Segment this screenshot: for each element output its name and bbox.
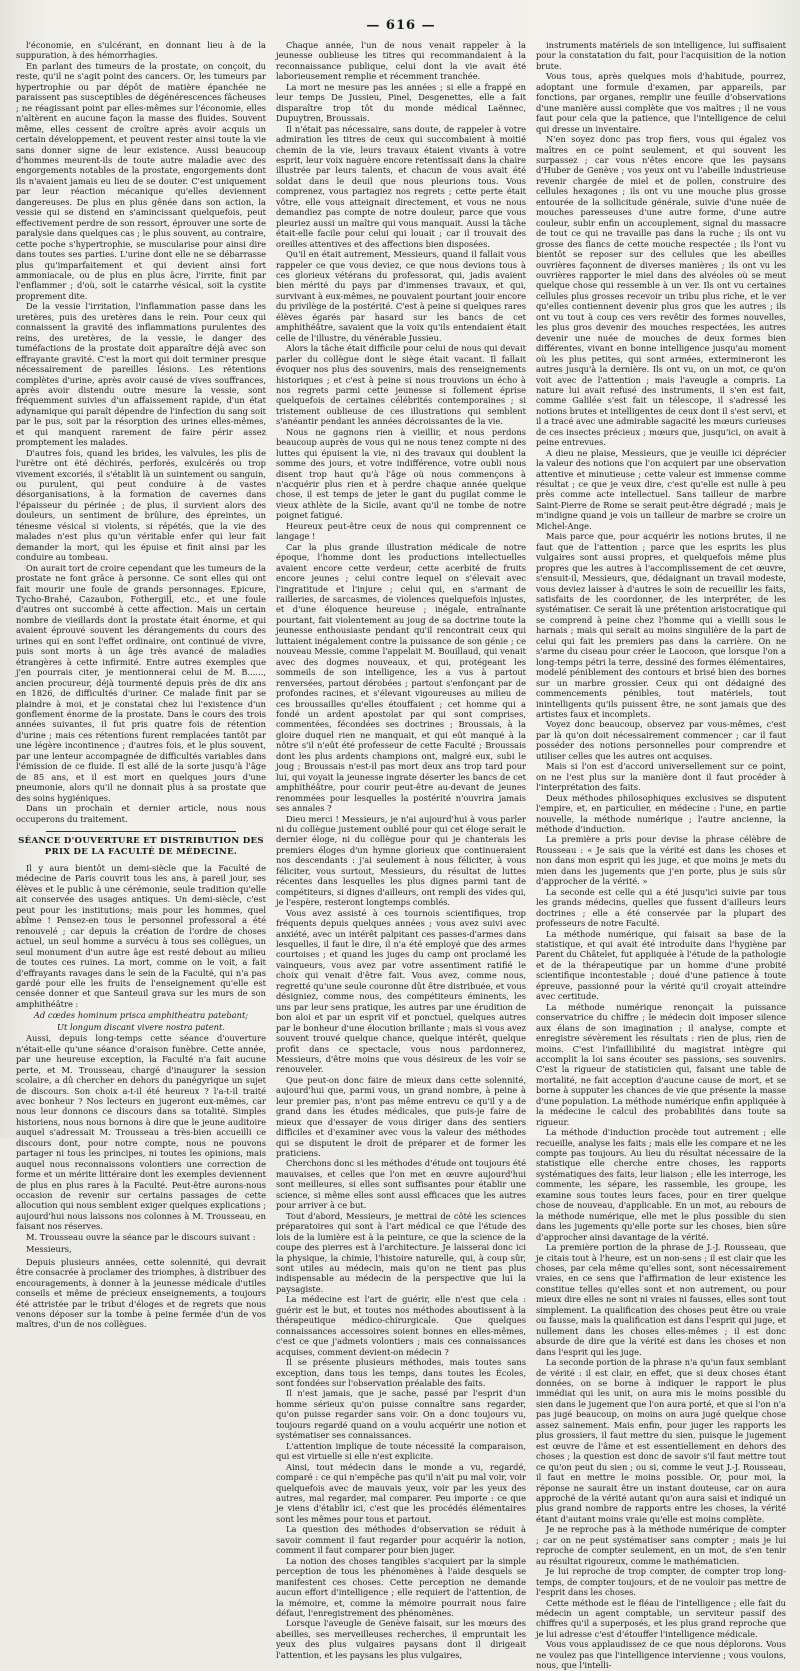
paragraph: l'économie, en s'ulcérant, en donnant lieu à de la suppuration, à des hémorrhagies.: [16, 40, 266, 61]
paragraph: Mais si l'on est d'accord universellement sur ce point, on ne l'est plus sur la manière dont il faut procéder à l'interprétation des faits.: [536, 761, 786, 793]
paragraph: On aurait tort de croire cependant que les tumeurs de la prostate ne font grâce à personne. Ce sont elles qui ont fait mourir une foule de grands personnages. Epicure, Tycho-Brahé, Cazaubon, Fothergill, etc., et une foule d'autres ont succombé à cette affection. Mais un certain nombre de vieillards dont la prostate était énorme, et qui avaient éprouvé souvent les dérangements du cours des urines qui en sont l'effet ordinaire, ont continué de vivre, puis sont morts à un âge très avancé de maladies étrangères à cette infirmité. Entre autres exemples que j'en pourrais citer, je mentionnerai celui de M. B......, ancien procureur, déjà tourmenté depuis près de dix ans en 1826, de difficultés d'uriner. Ce malade finit par se plaindre à moi, et je constatai chez lui l'existence d'un gonflement énorme de la prostate. Dans le cours des trois années suivantes, il fut pris quatre fois de rétention d'urine ; mais ces rétentions furent remplacées tantôt par une légère incontinence ; d'autres fois, et le plus souvent, par une lenteur accompagnée de difficultés variables dans l'émission de ce fluide. Il est allé de la sorte jusqu'à l'âge de 85 ans, et il est mort en quelques jours d'une pneumonie, alors qu'il ne donnait plus à sa prostate que des soins hygiéniques.: [16, 562, 266, 803]
paragraph: De la vessie l'irritation, l'inflammation passe dans les uretères, puis des uretères dans le rein. Pour ceux qui connaissent la gravité des inflammations purulentes des reins, des uretères, de la vessie, le danger des tuméfactions de la prostate doit apparaître déjà avec son effrayante gravité. C'est la mort qui doit terminer presque nécessairement de pareilles lésions. Les rétentions complètes d'urine, après avoir causé de vives souffrances, après avoir distendu outre mesure la vessie, sont fréquemment suivies d'un affaissement rapide, d'un état adynamique qui paraît dépendre de l'infection du sang soit par le pus, soit par la résorption des urines elles-mêmes, et qui manquent rarement de faire périr assez promptement les malades.: [16, 301, 266, 448]
paragraph: Depuis plusieurs années, cette solennité, qui devrait être consacrée à proclamer des triomphes, à distribuer des encouragements, à donner à la jeunesse médicale d'utiles conseils et même de précieux enseignements, a toujours été attristée par le tribut d'éloges et de regrets que nous venons déposer sur la tombe à peine fermée d'un de vos maîtres, d'un de nos collègues.: [16, 1256, 266, 1330]
section-body-3: [16, 1257, 266, 1330]
paragraph: Dans un prochain et dernier article, nous nous occuperons du traitement.: [16, 803, 266, 824]
paragraph: Cette méthode est le fléau de l'intelligence ; elle fait du médecin un agent comptable, un serviteur passif des chiffres qu'il a superposés, et les plus grand reproche que je lui adresse c'est d'étouffer l'intelligence médicale.: [536, 1597, 786, 1639]
paragraph: D'autres fois, quand les brides, les valvules, les plis de l'urètre ont été déchirés, perforés, exulcérés ou trop vivement excoriés, il s'établit là un suintement ou sanguin, ou purulent, qui peut conduire à de vastes désorganisations, à la formation de cavernes dans l'épaisseur du périnée ; de plus, il survient alors des douleurs, un sentiment de brûlure, des épreintes, un ténesme vésical si violents, si répétés, que la vie des malades n'est plus qu'un véritable enfer qui leur fait demander la mort, qui les épuise et finit ainsi par les conduire au tombeau.: [16, 447, 266, 563]
paragraph: A dieu ne plaise, Messieurs, que je veuille ici déprécier la valeur des notions que l'on acquiert par une observation attentive et minutieuse ; cette valeur est immense comme résultat ; ce que je veux dire, c'est qu'elle est nulle à peu près comme acte intellectuel. Sans tailleur de marbre Saint-Pierre de Rome se serait peut-être dégradé ; mais je m'indigne quand je vois un tailleur de marbre se croire un Michel-Ange.: [536, 447, 786, 531]
paragraph: La seconde portion de la phrase n'a qu'un faux semblant de vérité : il est clair, en effet, que si deux choses étant données, on se borne à indiquer le rapport le plus immédiat qui les unit, on aura mis le moins possible du sien dans le jugement que l'on aura porté, et que si l'on n'a pas jugé beaucoup, on moins on aura jugé quelque chose assez sainement. Mais enfin, pour juger les rapports les plus grossiers, il faut mettre du sien, puisque le jugement est œuvre de l'âme et est essentiellement en dehors des choses ; la question est donc de savoir s'il faut mettre tout ce qu'on peut du sien ; ou si, comme le veut J.-J. Rousseau, il faut en mettre le moins possible. Or, pour moi, la réponse ne saurait être un instant douteuse, car on aura approché de la vérité autant qu'on aura saisi et indiqué un plus grand nombre de rapports entre les choses, la vérité étant d'autant moins vraie qu'elle est moins complète.: [536, 1357, 786, 1524]
paragraph: Alors la tâche était difficile pour celui de nous qui devait parler du collègue dont le siège était vacant. Il fallait évoquer nos plus des souvenirs, mais des renseignements historiques ; et c'est à peine si nous trouvions un écho à nos regrets parmi cette jeunesse si follement éprise quelquefois de certaines célébrités contemporaines ; si tristement oublieuse de ces illustrations qui semblent s'anéantir pendant les années décroissantes de la vie.: [276, 343, 526, 427]
paragraph: La méthode d'induction procède tout autrement ; elle recueille, analyse les faits ; mais elle les compare et ne les compte pas toujours. Au lieu du résultat nécessaire de la statistique elle cherche entre choses, les rapports systématiques des faits, leur liaison ; elle les interroge, les commente, les sépare, les rassemble, les groupe, les examine sous toutes leurs faces, pour en tirer quelque chose de nouveau, d'applicable. En un mot, au rebours de la méthode numérique, elle met le plus possible du sien dans les jugements qu'elle porte sur les choses, bien sûre d'approcher ainsi davantage de la vérité.: [536, 1127, 786, 1242]
column-3-body: [536, 40, 786, 1671]
paragraph: Voyez donc beaucoup, observez par vous-mêmes, c'est par là qu'on doit nécessairement commencer ; car il faut posséder des notions personnelles pour comprendre et utiliser celles que les autres ont acquises.: [536, 719, 786, 761]
paragraph: La médecine est l'art de guérir, elle n'est que cela : guérir est le but, et toutes nos méthodes aboutissent à la thérapeutique médico-chirurgicale. Que quelques connaissances accessoires soient bonnes en elles-mêmes, c'est ce que j'admets volontiers ; mais ces connaissances acquises, comment devient-on médecin ?: [276, 1294, 526, 1357]
paragraph: Chaque année, l'un de nous venait rappeler à la jeunesse oublieuse les titres qui recommandaient à la reconnaissance publique, celui dont la vie avait été laborieusement remplie et récemment tranchée.: [276, 40, 526, 82]
paragraph: L'attention implique de toute nécessité la comparaison, qui est virtuelle si elle n'est explicite.: [276, 1440, 526, 1462]
column-1-body: [16, 40, 266, 824]
paragraph: Ad cœdes hominum prisca amphitheatra patebant;: [33, 1010, 249, 1021]
paragraph: En parlant des tumeurs de la prostate, on conçoit, du reste, qu'il ne s'agit point des cancers. Or, les tumeurs par hypertrophie ou par dépôt de matière épanchée ne paraissent pas susceptibles de dégénérescences fâcheuses ; ne réagissant point par elles-mêmes sur l'économie, elles n'altèrent en aucune façon la masse des fluides. Souvent même, elles cessent de croître après avoir acquis un certain développement, et peuvent rester ainsi toute la vie sans donner signe de leur existence. Aussi beaucoup d'hommes meurent-ils de toute autre maladie avec des engorgements notables de la prostate, engorgements dont ils n'avaient jamais eu lieu de se douter. C'est uniquement par leur réaction mécanique qu'elles deviennent dangereuses. De plus en plus gênée dans son action, la vessie qui se distend en s'amincissant quelquefois, peut effectivement perdre de son ressort, éprouver une sorte de paralysie dans quelques cas ; le plus souvent, au contraire, cette poche s'hypertrophie, se muscularise pour ainsi dire dans toutes ses parties. L'urine dont elle ne se débarrasse plus qu'imparfaitement et qui devient ainsi fort ammoniacale, ou de plus en plus âcre, l'irrite, finit par l'enflammer ; d'où, soit le catarrhe vésical, soit la cystite proprement dite.: [16, 60, 266, 301]
paragraph: Ut longum discant vivere nostra patent.: [57, 1021, 225, 1032]
paragraph: Qu'il en était autrement, Messieurs, quand il fallait vous rappeler ce que vous deviez, ce que nous devions tous à ces glorieux vétérans du professorat, qui, jadis avaient bien mérité du pays par d'immenses travaux, et qui, survivant à eux-mêmes, ne pouvaient pourtant jouir encore du privilège de la postérité. C'est à peine si quelques rares élèves égarés par hasard sur les bancs de cet amphithéâtre, savaient que la voix qu'ils entendaient était celle de l'illustre, du vénérable Jussieu.: [276, 249, 526, 343]
column-1: [16, 40, 266, 1330]
paragraph: instruments matériels de son intelligence, lui suffisaient pour la constatation du fait, pour l'acquisition de la notion brute.: [536, 40, 786, 71]
paragraph: Car la plus grande illustration médicale de notre époque, l'homme dont les productions intellectuelles avaient encore cette verdeur, cette acerbité de fruits encore jeunes ; celui contre lequel on s'élevait avec l'ingratitude et l'injure ; celui qui, en s'armant de railleries, de sarcasmes, de violences quelquefois injustes, et d'une éloquence heureuse ; inégale, entraînante pourtant, fait violentement au joug de sa doctrine toute la jeunesse enthousiaste pendant qu'il rencontrait ceux qui luttaient inégalement contre la puissance de son génie ; ce nouveau Messie, comme l'appelait M. Bouillaud, qui venait avec des dogmes nouveaux, et qui, protégeant les sommeils de son intelligence, les a vus à partout renversées, partout dérobées ; partout s'enfonçant par de profondes racines, et s'élevant vigoureuses au milieu de ces broussailles qu'elles étouffaient ; cet homme qui a fondé un ardent apostolat par qui sont comprises, commentées, fécondées ses doctrines ; Broussais, à la gloire duquel rien ne manquait, et qui eût manqué à la nôtre s'il n'eût été professeur de cette Faculté ; Broussais dont les plus ardents champions ont, malgré eux, subi le joug ; Broussais n'est-il pas mort deux ans trop tard pour lui, qui voyait la jeunesse ingrate déserter les bancs de cet amphithéâtre, pour courir peut-être au-devant de jeunes renommées pour lesquelles la postérité n'ouvrira jamais ses annales ?: [276, 541, 526, 814]
paragraph: Nous ne gagnons rien à vieillir, et nous perdons beaucoup auprès de vous qui ne nous tenez compte ni des luttes qui épuisent la vie, ni des travaux qui doublent la somme des jours, et votre indifférence, votre oubli nous disent trop haut qu'à l'âge où nous commençons à n'acquérir plus rien et à perdre chaque année quelque chose, il est temps de jeter le gant du pugilat comme le vieux athlète de la Sicile, avant qu'il ne tombe de notre poignet fatigué.: [276, 426, 526, 521]
paragraph: Vous vous applaudissez de ce que nous déplorons. Vous ne voulez pas que l'intelligence intervienne ; vous voulons, nous, que l'intelli-: [536, 1639, 786, 1671]
paragraph: La méthode numérique, qui faisait sa base de la statistique, et qui avait été introduite dans l'hygiène par Parent du Châtelet, fut appliquée à l'étude de la pathologie et de la thérapeutique par un homme d'une probité scientifique incontestable ; doué d'une patience à toute épreuve, passionné pour la vérité qu'il croyait atteindre avec certitude.: [536, 928, 786, 1002]
paragraph: Il y aura bientôt un demi-siècle que la Faculté de médecine de Paris couvrit tous les ans, à pareil jour, ses élèves et le public à une cérémonie, seule tradition qu'elle ait conservée des usages antiques. Un demi-siècle, c'est peut pour les institutions; mais pour les hommes, quel abîme ! Pensez-en tous le personnel professoral a été renouvelé ; car depuis la création de l'ordre de choses actuel, un seul homme a survécu à tous ses collègues, un seul monument d'un autre âge est resté debout au milieu de toutes ces ruines. La mort, comme on le voit, a fait d'effrayants ravages dans le sein de la Faculté, qui n'a pas gardé pour elle les fruits de l'enseignement qu'elle est censée donner et que Santeuil grava sur les murs de son amphithéâtre :: [16, 862, 266, 1009]
paragraph: La première portion de la phrase de J.-J. Rousseau, que je citais tout à l'heure, est un non-sens ; il est clair que les choses, par cela même qu'elles sont, sont nécessairement vraies, en ce sens que l'affirmation de leur existence les constitue telles qu'elles sont et non autrement, ou pour mieux dire elles ne sont ni vraies ni fausses, elles sont tout simplement. La qualification des choses peut être ou vraie ou fausse, mais la qualification est dans l'esprit qui juge, et nullement dans les choses elles-mêmes ; il est donc absurde de dire que la vérité est dans les choses et non dans l'esprit qui les juge.: [536, 1242, 786, 1357]
latin-verse: [16, 1010, 266, 1032]
column-3: [536, 40, 786, 1671]
paragraph: La notion des choses tangibles s'acquiert par la simple perception de tous les phénomènes à l'aide desquels se manifestent ces choses. Cette perception ne demande aucun effort d'intelligence ; elle requiert de l'attention, de la mémoire, et, comme la mémoire pourrait nous faire défaut, l'enregistrement des phénomènes.: [276, 1555, 526, 1618]
salutation: Messieurs,: [26, 1244, 72, 1255]
paragraph: Dieu merci ! Messieurs, je n'ai aujourd'hui à vous parler ni du collègue justement oublié pour qui cet éloge serait le dernier éloge, ni du collègue pour qui je chanterais les premiers éloges d'un hymne glorieux que continueraient nos descendants : j'ai seulement à nous féliciter, à vous féliciter, vous surtout, Messieurs, du résultat de luttes récentes dans lesquelles les plus dignes parmi tant de compétiteurs, si dignes d'ailleurs, ont rempli des vides qui, je l'espère, resteront longtemps comblés.: [276, 813, 526, 908]
paragraph: M. Trousseau ouvre la séance par le discours suivant :: [26, 1231, 256, 1242]
page-number: — 616 —: [366, 18, 436, 33]
paragraph: La première a pris pour devise la phrase célèbre de Rousseau : « Je sais que la vérité est dans les choses et non dans mon esprit qui les juge, et que moins je mets du mien dans les jugements que j'en porte, plus je suis sûr d'approcher de la vérité. »: [536, 834, 786, 887]
column-2: [276, 40, 526, 1660]
section-heading: SÉANCE D'OUVERTURE ET DISTRIBUTION DES PRIX DE LA FACULTÉ DE MÉDECINE.: [18, 835, 264, 857]
paragraph: Je ne reproche pas à la méthode numérique de compter ; car on ne peut systématiser sans compter ; mais je lui reproche de compter seulement, en un mot, de s'en tenir au résultat rigoureux, comme le mathématicien.: [536, 1524, 786, 1566]
paragraph: Vous tous, après quelques mois d'habitude, pourrez, adoptant une formule d'examen, par appareils, par fonctions, par organes, remplir une feuille d'observations d'une manière aussi complète que vos maîtres ; il ne vous faut pour cela que la patience, que l'intelligence de celui qui dresse un inventaire.: [536, 71, 786, 134]
paragraph: Lorsque l'aveugle de Genève faisait, sur les mœurs des abeilles, ses merveilleuses recherches, il empruntait les yeux des plus vulgaires paysans dont il dirigeait l'attention, et les paysans les plus vulgaires,: [276, 1618, 526, 1660]
paragraph: Aussi, depuis long-temps cette séance d'ouverture n'était-elle qu'une séance d'oraison funèbre. Cette année, par une heureuse exception, la Faculté n'a fait aucune perte, et M. Trousseau, chargé d'inaugurer la session scolaire, a dû chercher en dehors du panégyrique un sujet de discours. Son choix a-t-il été heureux ? l'a-t-il traité avec bonheur ? Nos lecteurs en jugeront eux-mêmes, car nous leur donnons ce discours dans sa totalité. Simples historiens, nous nous bornons à dire que le jeune auditoire auquel s'adressait M. Trousseau a très-bien accueilli ce discours dont, pour notre compte, nous ne pouvons partager ni tous les principes, ni toutes les opinions, mais auquel nous reconnaissons volontiers une correction de forme et un mérite littéraire dont les exemples deviennent de plus en plus rares à la Faculté. Peut-être aurons-nous occasion de revenir sur certains passages de cette allocution qui nous semblent exiger quelques explications ; aujourd'hui nous laissons nos colonnes à M. Trousseau, en faisant nos réserves.: [16, 1033, 266, 1232]
paragraph: Je lui reproche de trop compter, de compter trop long-temps, de compter toujours, et de ne vouloir pas mettre de l'esprit dans les choses.: [536, 1566, 786, 1598]
paragraph: Que peut-on donc faire de mieux dans cette solennité, aujourd'hui que, parmi vous, un grand nombre, à peine à leur premier pas, n'ont pas même entrevu ce qu'il y a de grand dans les études médicales, que puis-je faire de mieux que d'essayer de vous diriger dans des sentiers difficiles et d'examiner avec vous la valeur des méthodes qui se disputent le droit de préparer et de former les praticiens.: [276, 1074, 526, 1159]
paragraph: Heureux peut-être ceux de nous qui comprennent ce langage !: [276, 520, 526, 542]
paragraph: Tout d'abord, Messieurs, je mettrai de côté les sciences préparatoires qui sont à l'art médical ce que l'étude des lois de la lumière est à la peinture, ce que la science de la coupe des pierres est à l'architecture. Je laisserai donc ici la physique, la chimie, l'histoire naturelle, qui, à coup sûr, sont utiles au médecin, mais qu'on ne tient pas plus indispensable au médecin de la perspective que lui la paysagiste.: [276, 1210, 526, 1294]
paragraph: N'en soyez donc pas trop fiers, vous qui égalez vos maîtres en ce point seulement, et qui souvent les surpassez ; car vous n'êtes encore que les paysans d'Huber de Genève ; vos yeux ont vu l'abeille industrieuse revenir chargée de miel et de pollen, construire des cellules hexagones ; ils ont vu une mouche plus grosse entourée de la sollicitude générale, suivie d'une nuée de mouches paresseuses d'une autre forme, d'une autre couleur, subir enfin un accouplement, signal du massacre de tout ce qui ne travaille pas dans la ruche ; ils ont vu grosse des flancs de cette mouche respectée ; ils l'ont vu bientôt se reposer sur des cellules que les abeilles ouvrières façonnent de diverses manières ; ils ont vu les ouvrières rapporter le miel dans des alvéoles où se meut quelque chose qui ressemble à un ver. Ils ont vu certaines cellules plus grosses recevoir un tribu plus riche, et le ver qu'elles contiennent devenir plus gros que les autres ; ils ont vu tout à coup ces vers revêtir des formes nouvelles, les plus gros devenir des mouches respectées, les autres devenir une nuée de mouches de deux formes bien différentes, vivant en bonne intelligence jusqu'au moment où les plus petites, qui sont armées, extermineront les autres jusqu'à la dernière. Ils ont vu, on un mot, ce qu'on voit avec de l'attention ; mais l'aveugle a compris. La nature lui avait refusé des instruments, il s'en est fait, comme Galilée s'est fait un télescope, il s'adressé les notions brutes et intelligentes de ceux dont il s'est servi, et il a tracé avec une admirable sagacité les mœurs curieuses de ces insectes précieux ; mœurs que, jusqu'ici, on avait à peine entrevues.: [536, 134, 786, 448]
paragraph: Ainsi, tout médecin dans le monde a vu, regardé, comparé : ce qui n'empêche pas qu'il n'ait pu mal voir, voir quelquefois avec de mauvais yeux, voir par les yeux des autres, mal regarder, mal comparer. Peu importe : ce que je viens d'établir ici, c'est que les procédés élémentaires sont les mêmes pour tous et partout.: [276, 1461, 526, 1524]
paragraph: La méthode numérique renonçait la puissance conservatrice du chiffre ; le médecin doit imposer silence aux élans de son imagination ; il analyse, compte et enregistre sévèrement les résultats : rien de plus, rien de moins. C'est l'infaillibilité du magistrat intègre qui accomplit la loi sans écouter ses passions, ses souvenirs. C'est la rigueur de statisticien qui, faisant une table de mortalité, ne fait acception d'aucune cause de mort, et se borne à supputer les chances de vie que présente la masse d'une population. La méthode numérique enfin appliquée à la médecine le calcul des probabilités dans toute sa rigueur.: [536, 1001, 786, 1127]
text-columns: [16, 40, 786, 1671]
paragraph: Il n'était pas nécessaire, sans doute, de rappeler à votre admiration les titres de ceux qui succombaient à moitié chemin de la vie, leurs travaux étaient vivants à votre esprit, leur voix naguère encore retentissait dans la chaire illustrée par leurs talents, et chacun de vous avait été soldat dans le deuil que nous pleurions tous. Vous comprenez, vous partagiez nos regrets ; cette perte était vôtre, elle vous atteignait directement, et vous ne nous demandiez pas compte de notre douleur, parce que vous pleuriez aussi un maître qui vous manquait. Aussi la tâche était-elle facile pour celui qui louait ; car il trouvait des oreilles attentives et des affections bien disposées.: [276, 123, 526, 249]
column-2-body: [276, 40, 526, 1660]
paragraph: La seconde est celle qui a été jusqu'ici suivie par tous les grands médecins, quelles que fussent d'ailleurs leurs doctrines ; elle a été conservée par la plupart des professeurs de notre Faculté.: [536, 886, 786, 929]
section-divider: [46, 831, 236, 832]
page-header: [16, 14, 786, 38]
paragraph: La mort ne mesure pas les années ; si elle a frappé en leur temps De Jussieu, Pinel, Desgenettes, elle a fait disparaître trop tôt du monde médical Laënnec, Dupuytren, Broussais.: [276, 81, 526, 124]
section-body: [16, 863, 266, 1009]
paragraph: Deux méthodes philosophiques exclusives se disputent l'empire, et, en particulier, en médecine : l'une, en partie nouvelle, la méthode numérique ; l'autre ancienne, la méthode d'induction.: [536, 792, 786, 834]
paragraph: Vous avez assisté à ces tournois scientifiques, trop fréquents depuis quelques années ; vous avez suivi avec anxiété, avec un intérêt palpitant ces passes-d'armes dans lesquelles, il faut le dire, il n'a été employé que des armes courtoises ; et quand les juges du camp ont proclamé les vainqueurs, vous avez par votre assentiment ratifié le choix qui venait d'être fait. Vous avez, comme nous, regretté qu'une seule couronne dût être distribuée, et vous désigniez, comme nous, des compétiteurs éminents, les uns par leur sens pratique, les autres par une érudition de bon aloi et par un esprit vif et ponctuel, quelques autres par le bonheur d'une élocution brillante ; mais si vous avez souvent trouvé quelque chance, quelque intérêt, quelque profit dans ce spectacle, vous nous pardonnerez, Messieurs, d'être moins que vous désireux de les voir se renouveler.: [276, 907, 526, 1075]
paragraph: La question des méthodes d'observation se réduit à savoir comment il faut regarder pour acquérir la notion, comment il faut comparer pour bien juger.: [276, 1524, 526, 1556]
paragraph: Cherchons donc si les méthodes d'étude ont toujours été mauvaises, et celles que l'on met en œuvre aujourd'hui sont meilleures, si elles sont suffisantes pour établir une science, si même elles sont aussi efficaces que les autres pour arriver à ce but.: [276, 1158, 526, 1211]
section-body-2: [16, 1033, 266, 1242]
paragraph: Mais parce que, pour acquérir les notions brutes, il ne faut que de l'attention ; parce que les esprits les plus vulgaires sont aussi propres, et quelquefois même plus propres que les autres à l'accomplissement de cet œuvre, s'ensuit-il, Messieurs, que, dédaignant un travail modeste, vous deviez laisser à d'autres le soin de recueillir les faits, satisfaits de les coordonner, de les interpréter, de les systématiser. Ce serait là une prétention aristocratique qui se comprend à peine chez l'homme qui a vieilli sous le harnais ; mais qui serait au moins singulière de la part de celui qui fait les premiers pas dans la carrière. On ne s'arme du ciseau pour créer le Laocoon, que lorsque l'on a long-temps pétri la terre, dessiné des formes élémentaires, modelé péniblement des contours et brisé bien des bornes sur un marbre grossier. Ceux qui ont dédaigné des commencements pénibles, tout matériels, tout inintelligents qu'ils puissent être, ne sont jamais que des artistes faux et incomplets.: [536, 531, 786, 719]
paragraph: Il n'est jamais, que je sache, passé par l'esprit d'un homme sérieux qu'on puisse connaître sans regarder, qu'on puisse regarder sans voir. On a donc toujours vu, toujours regardé quand on a voulu acquérir une notion et systématiser ses connaissances.: [276, 1388, 526, 1441]
paragraph: Il se présente plusieurs méthodes, mais toutes sans exception, dans tous les temps, dans toutes les Écoles, sont fondées sur l'observation préalable des faits.: [276, 1357, 526, 1388]
